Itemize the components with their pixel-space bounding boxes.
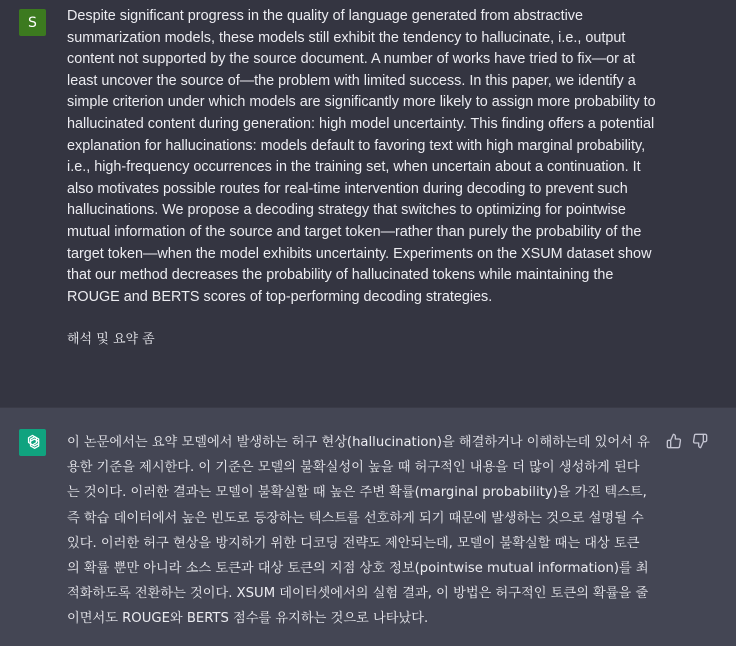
openai-logo-icon xyxy=(23,433,42,452)
thumbs-down-button[interactable] xyxy=(691,432,709,450)
thumbs-up-icon xyxy=(666,433,682,449)
user-avatar xyxy=(19,9,46,36)
feedback-actions xyxy=(665,432,709,450)
user-question-text: 해석 및 요약 좀 xyxy=(67,332,155,348)
assistant-message xyxy=(0,407,736,646)
thumbs-up-button[interactable] xyxy=(665,432,683,450)
thumbs-down-icon xyxy=(692,433,708,449)
assistant-avatar xyxy=(19,429,46,456)
user-message-body xyxy=(67,6,662,351)
assistant-message-text: 이 논문에서는 요약 모델에서 발생하는 허구 현상(hallucination)을 해결하거나 이해하는데 있어서 유용한 기준을 제시한다. 이 기준은 모델의 불확실성이 높을 때 허구적인 내용을 더 많이 생성하게 된다는 것이다. 이러한 결과는 모델이 불확실할 때 높은 주변 확률(marginal probability)을 가진 텍스트, 즉 학습 데이터에서 높은 빈도로 등장하는 텍스트를 선호하게 되기 때문에 발생하는 것으로 설명될 수 있다. 이러한 허구 현상을 방지하기 위한 디코딩 전략도 제안되는데, 모델이 불확실할 때는 대상 토큰의 확률 뿐만 아니라 소스 토큰과 대상 토큰의 지점 상호 정보(pointwise mutual information)를 최적화하도록 전환하는 것이다. XSUM 데이터셋에서의 실험 결과, 이 방법은 허구적인 토큰의 확률을 줄이면서도 ROUGE와 BERTS 점수를 유지하는 것으로 나타났다. xyxy=(67,435,650,627)
user-avatar-letter: S xyxy=(28,14,37,31)
user-message-text: Despite significant progress in the quality of language generated from abstractive summarization models, these models still exhibit the tendency to hallucinate, i.e., output content not supported by the source document. A number of works have tried to fix—or at least uncover the source of—the problem with limited success. In this paper, we identify a simple criterion under which models are significantly more likely to assign more probability to hallucinated content during generation: high model uncertainty. This finding offers a potential explanation for hallucinations: models default to favoring text with high marginal probability, i.e., high-frequency occurrences in the training set, when uncertain about a continuation. It also motivates possible routes for real-time intervention during decoding to prevent such hallucinations. We propose a decoding strategy that switches to optimizing for pointwise mutual information of the source and target token—rather than purely the probability of the target token—when the model exhibits uncertainty. Experiments on the XSUM dataset show that our method decreases the probability of hallucinated tokens while maintaining the ROUGE and BERTS scores of top-performing decoding strategies. xyxy=(67,8,656,305)
